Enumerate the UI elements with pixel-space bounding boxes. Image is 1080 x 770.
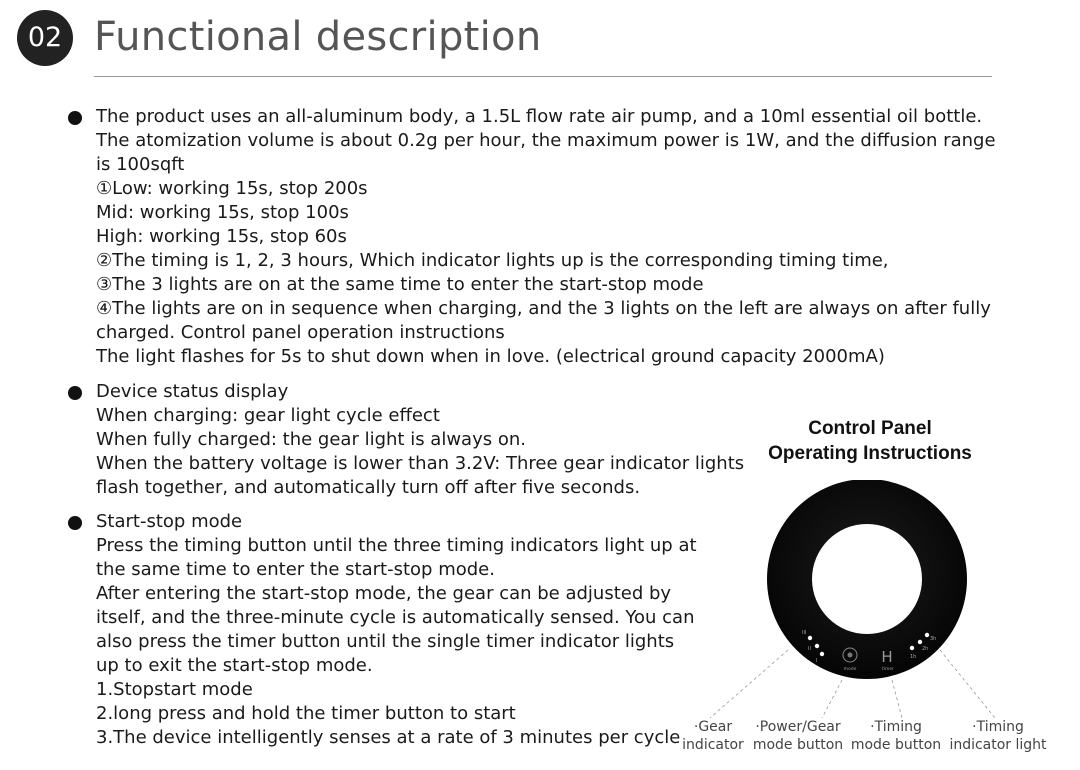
- section-heading: Start-stop mode: [96, 511, 243, 532]
- text-line: When charging: gear light cycle effect: [96, 405, 440, 426]
- control-panel-title-line1: Control Panel: [808, 418, 932, 439]
- title-divider: [94, 76, 992, 77]
- timing-light-2h: [918, 640, 922, 644]
- gear-light-1: [820, 652, 824, 656]
- gear-mark-1: I: [816, 658, 818, 664]
- text-line: 1.Stopstart mode: [96, 679, 253, 700]
- text-line: ④The lights are on in sequence when charging, and the 3 lights on the left are always on after fully: [96, 298, 991, 319]
- section-number-badge: 02: [17, 10, 73, 66]
- text-line: also press the timer button until the single timer indicator lights: [96, 631, 675, 652]
- callout-power-gear-button: [750, 718, 846, 754]
- time-mark-3h: 3h: [930, 636, 937, 642]
- text-line: 2.long press and hold the timer button to start: [96, 703, 516, 724]
- section-heading: Device status display: [96, 381, 289, 402]
- leader-line-timing-light: [940, 650, 995, 718]
- callout-line: mode button: [752, 737, 844, 753]
- callout-line: ·Power/Gear: [755, 719, 841, 735]
- gear-mark-2: II: [808, 646, 811, 652]
- device-status-section: [96, 380, 744, 500]
- text-line: the same time to enter the start-stop mode.: [96, 559, 495, 580]
- callout-timing-mode-button: [848, 718, 944, 754]
- control-panel-title-line2: Operating Instructions: [768, 443, 972, 464]
- text-line: High: working 15s, stop 60s: [96, 226, 347, 247]
- bullet-point: [68, 516, 82, 530]
- bullet-point: [68, 111, 82, 125]
- text-line: The product uses an all-aluminum body, a 1.5L flow rate air pump, and a 10ml essential oil bottle.: [96, 106, 983, 127]
- text-line: When the battery voltage is lower than 3.2V: Three gear indicator lights: [96, 453, 745, 474]
- timing-light-3h: [925, 633, 929, 637]
- gear-light-3: [808, 636, 812, 640]
- text-line: The atomization volume is about 0.2g per hour, the maximum power is 1W, and the diffusion range: [96, 130, 996, 151]
- text-line: ①Low: working 15s, stop 200s: [96, 178, 368, 199]
- bullet-point: [68, 386, 82, 400]
- text-line: flash together, and automatically turn off after five seconds.: [96, 477, 641, 498]
- callout-line: ·Timing: [870, 719, 922, 735]
- text-line: ②The timing is 1, 2, 3 hours, Which indicator lights up is the corresponding timing time,: [96, 250, 889, 271]
- leader-line-timing-button: [892, 680, 902, 718]
- text-line: The light flashes for 5s to shut down when in love. (electrical ground capacity 2000mA): [96, 346, 885, 367]
- text-line: ③The 3 lights are on at the same time to enter the start-stop mode: [96, 274, 704, 295]
- gear-mark-3: III: [802, 630, 807, 636]
- leader-line-gear: [710, 650, 788, 718]
- device-center-opening: [812, 524, 922, 634]
- timing-light-1h: [910, 646, 914, 650]
- callout-line: mode button: [850, 737, 942, 753]
- leader-line-power: [822, 680, 842, 718]
- product-specs-section: [96, 105, 996, 369]
- text-line: After entering the start-stop mode, the gear can be adjusted by: [96, 583, 672, 604]
- start-stop-section: [96, 510, 697, 750]
- callout-line: ·Gear: [693, 719, 733, 735]
- gear-light-2: [815, 644, 819, 648]
- text-line: Press the timing button until the three timing indicators light up at: [96, 535, 697, 556]
- control-panel-title: [748, 416, 992, 466]
- callout-gear-indicator: [670, 718, 756, 754]
- text-line: 3.The device intelligently senses at a rate of 3 minutes per cycle: [96, 727, 681, 748]
- text-line: up to exit the start-stop mode.: [96, 655, 373, 676]
- timing-mode-button[interactable]: H: [881, 648, 893, 666]
- text-line: charged. Control panel operation instructions: [96, 322, 505, 343]
- mode-button-label: mode: [843, 667, 857, 672]
- callout-line: indicator light: [949, 737, 1047, 753]
- text-line: Mid: working 15s, stop 100s: [96, 202, 349, 223]
- text-line: is 100sqft: [96, 154, 185, 175]
- time-mark-1h: 1h: [910, 654, 917, 660]
- power-button-dot-icon: [848, 653, 853, 658]
- callout-line: ·Timing: [972, 719, 1024, 735]
- callout-timing-indicator-light: [946, 718, 1050, 754]
- text-line: When fully charged: the gear light is always on.: [96, 429, 526, 450]
- timer-button-label: timer: [881, 667, 895, 672]
- page-title: Functional description: [94, 14, 542, 60]
- text-line: itself, and the three-minute cycle is automatically sensed. You can: [96, 607, 695, 628]
- callout-line: indicator: [682, 737, 744, 753]
- time-mark-2h: 2h: [922, 646, 929, 652]
